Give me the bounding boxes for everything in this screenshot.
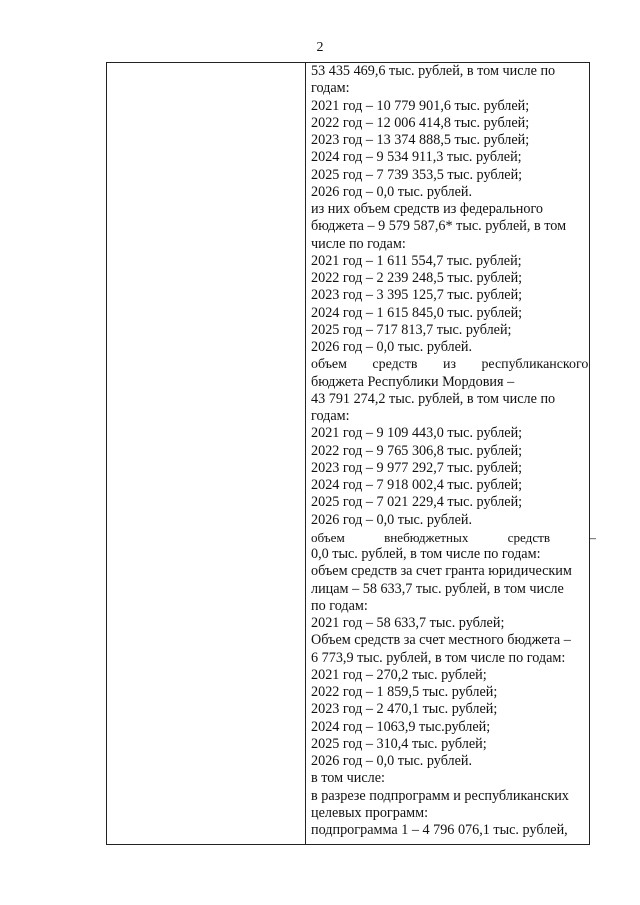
text-line: бюджета Республики Мордовия –	[311, 373, 515, 390]
year-amount-line: 2021 год – 10 779 901,6 тыс. рублей;	[311, 97, 530, 114]
year-amount-line: 2023 год – 9 977 292,7 тыс. рублей;	[311, 459, 523, 476]
text-line: бюджета – 9 579 587,6* тыс. рублей, в том	[311, 218, 567, 235]
year-amount-line: 2021 год – 9 109 443,0 тыс. рублей;	[311, 425, 523, 442]
text-line: в том числе:	[311, 770, 385, 787]
text-line: объем внебюджетных средств –	[311, 529, 596, 545]
year-amount-line: 2022 год – 9 765 306,8 тыс. рублей;	[311, 442, 523, 459]
text-line: 43 791 274,2 тыс. рублей, в том числе по	[311, 390, 556, 407]
year-amount-line: 2025 год – 7 021 229,4 тыс. рублей;	[311, 494, 523, 511]
year-amount-line: 2026 год – 0,0 тыс. рублей.	[311, 753, 473, 769]
year-amount-line: 2022 год – 12 006 414,8 тыс. рублей;	[311, 114, 530, 131]
year-amount-line: 2023 год – 13 374 888,5 тыс. рублей;	[311, 132, 530, 148]
text-line: 0,0 тыс. рублей, в том числе по годам:	[311, 546, 541, 562]
text-line: 6 773,9 тыс. рублей, в том числе по годам:	[311, 649, 566, 666]
year-amount-line: 2026 год – 0,0 тыс. рублей.	[311, 183, 473, 200]
text-line: подпрограмма 1 – 4 796 076,1 тыс. рублей,	[311, 822, 568, 838]
year-amount-line: 2023 год – 3 395 125,7 тыс. рублей;	[311, 287, 523, 304]
text-line: целевых программ:	[311, 804, 429, 821]
year-amount-line: 2024 год – 1 615 845,0 тыс. рублей;	[311, 304, 523, 321]
year-amount-line: 2022 год – 1 859,5 тыс. рублей;	[311, 684, 498, 700]
funding-details-cell	[311, 63, 596, 844]
page-number: 2	[316, 40, 324, 55]
year-amount-line: 2023 год – 2 470,1 тыс. рублей;	[311, 701, 498, 718]
text-line: лицам – 58 633,7 тыс. рублей, в том числе	[311, 580, 564, 597]
year-amount-line: 2024 год – 7 918 002,4 тыс. рублей;	[311, 477, 523, 493]
table-left-cell	[107, 63, 305, 844]
text-line: из них объем средств из федерального	[311, 201, 544, 217]
funding-table	[106, 62, 596, 845]
column-divider	[305, 63, 306, 844]
year-amount-line: 2025 год – 717 813,7 тыс. рублей;	[311, 321, 512, 338]
year-amount-line: 2021 год – 58 633,7 тыс. рублей;	[311, 615, 505, 631]
year-amount-line: 2025 год – 7 739 353,5 тыс. рублей;	[311, 166, 523, 183]
text-line: годам:	[311, 80, 350, 97]
text-line: по годам:	[311, 597, 368, 614]
text-line: в разрезе подпрограмм и республиканских	[311, 787, 569, 804]
year-amount-line: 2026 год – 0,0 тыс. рублей.	[311, 511, 473, 528]
year-amount-line: 2026 год – 0,0 тыс. рублей.	[311, 339, 473, 355]
year-amount-line: 2021 год – 1 611 554,7 тыс. рублей;	[311, 252, 522, 269]
text-line: Объем средств за счет местного бюджета –	[311, 632, 571, 649]
year-amount-line: 2024 год – 9 534 911,3 тыс. рублей;	[311, 149, 522, 166]
year-amount-line: 2022 год – 2 239 248,5 тыс. рублей;	[311, 270, 523, 286]
text-line: 53 435 469,6 тыс. рублей, в том числе по	[311, 63, 556, 79]
year-amount-line: 2025 год – 310,4 тыс. рублей;	[311, 735, 487, 752]
year-amount-line: 2024 год – 1063,9 тыс.рублей;	[311, 718, 491, 735]
year-amount-line: 2021 год – 270,2 тыс. рублей;	[311, 666, 487, 683]
text-line: объем средств из республиканского	[311, 357, 589, 373]
text-line: годам:	[311, 408, 350, 424]
text-line: объем средств за счет гранта юридическим	[311, 563, 572, 580]
text-line: числе по годам:	[311, 235, 406, 252]
